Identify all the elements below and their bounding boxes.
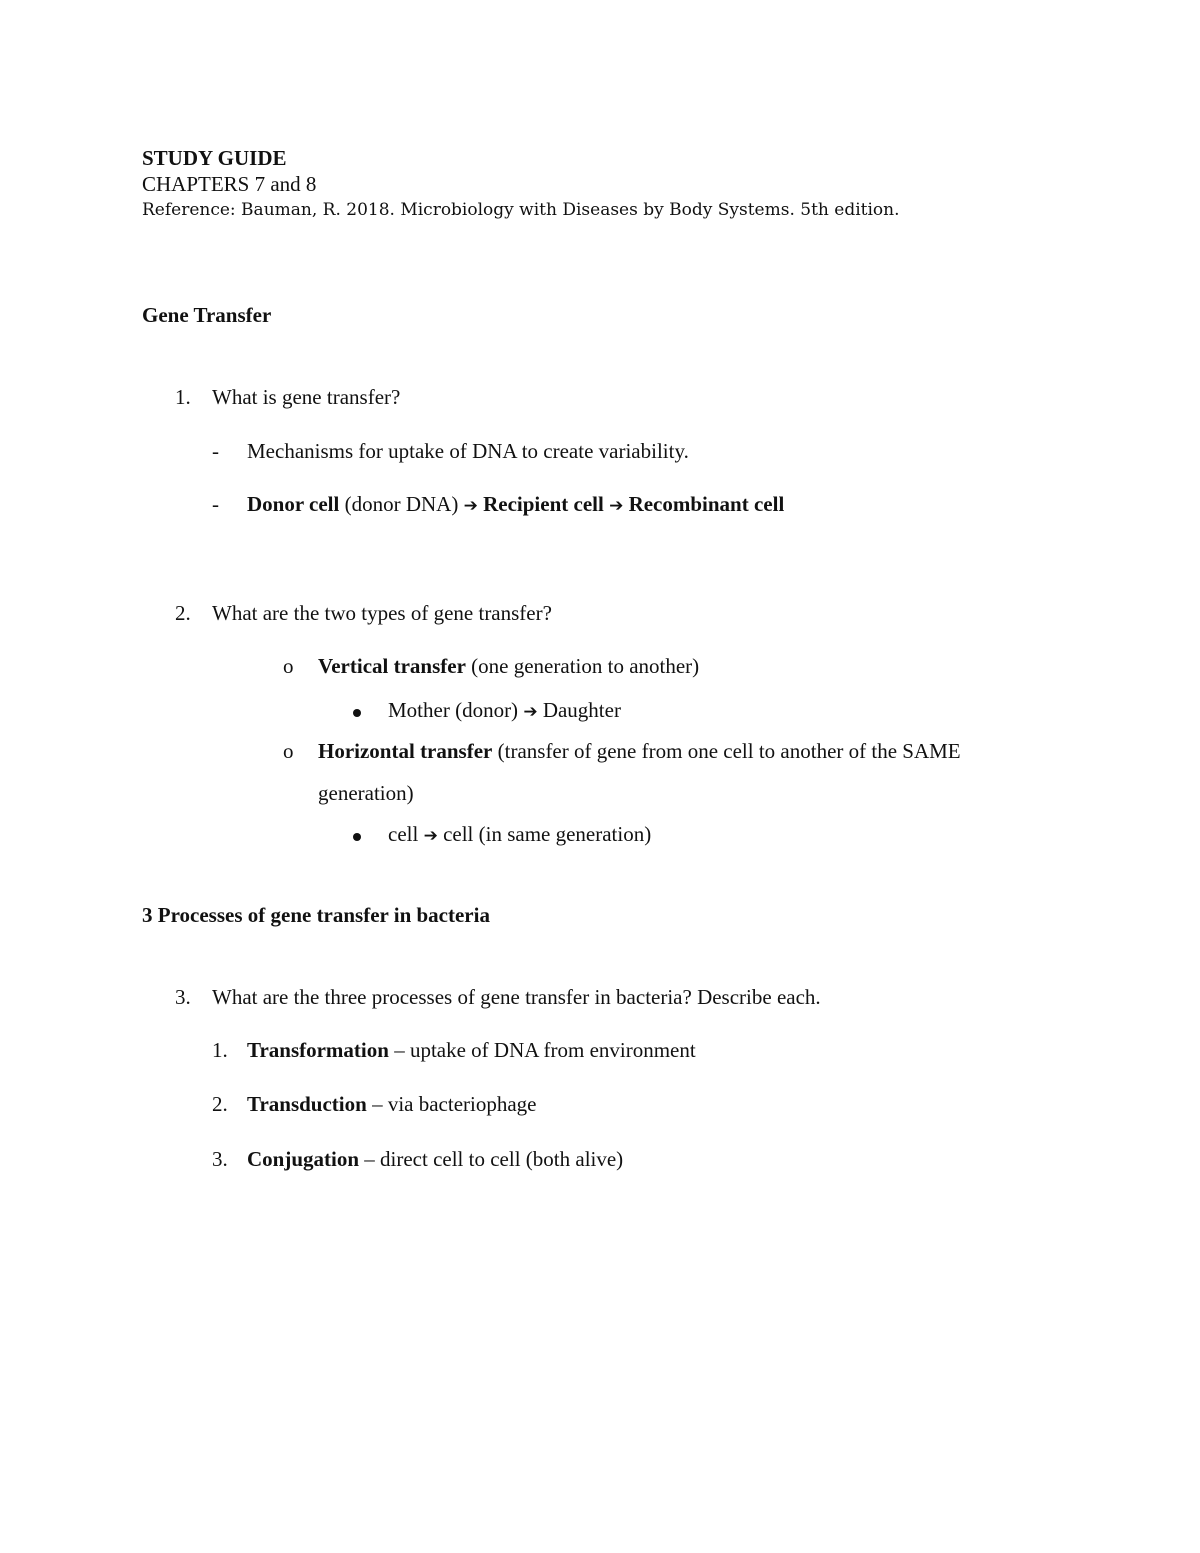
recombinant-cell-term: Recombinant cell bbox=[623, 492, 785, 516]
process-transduction bbox=[247, 1094, 536, 1115]
question-2-text: What are the two types of gene transfer? bbox=[212, 601, 552, 625]
process-term: Conjugation bbox=[247, 1147, 360, 1171]
horizontal-example-left: cell bbox=[388, 822, 424, 846]
process-number: 1. bbox=[212, 1038, 228, 1062]
process-number: 2. bbox=[212, 1092, 228, 1116]
answer-1a-text: Mechanisms for uptake of DNA to create variability. bbox=[247, 439, 689, 463]
question-1-text: What is gene transfer? bbox=[212, 385, 401, 409]
arrow-right-icon: ➔ bbox=[609, 496, 624, 516]
horizontal-transfer-line bbox=[318, 741, 961, 762]
section-heading-processes: 3 Processes of gene transfer in bacteria bbox=[142, 903, 490, 927]
answer-dash: - bbox=[212, 492, 219, 516]
process-desc: – via bacteriophage bbox=[366, 1092, 537, 1116]
vertical-transfer-desc: (one generation to another) bbox=[465, 654, 700, 678]
vertical-example-line bbox=[388, 700, 621, 721]
answer-dash: - bbox=[212, 439, 219, 463]
donor-cell-term: Donor cell bbox=[247, 492, 340, 516]
horizontal-transfer-term: Horizontal transfer bbox=[318, 739, 493, 763]
answer-1b-line bbox=[247, 494, 784, 515]
document-title: STUDY GUIDE bbox=[142, 146, 287, 170]
vertical-transfer-term: Vertical transfer bbox=[318, 654, 466, 678]
circle-bullet: o bbox=[283, 654, 294, 678]
bullet-dot bbox=[353, 700, 361, 721]
process-conjugation bbox=[247, 1149, 623, 1170]
donor-note: (donor DNA) bbox=[339, 492, 464, 516]
arrow-right-icon: ➔ bbox=[423, 826, 438, 846]
horizontal-example-right: cell (in same generation) bbox=[437, 822, 652, 846]
horizontal-transfer-desc: (transfer of gene from one cell to another of the SAME bbox=[492, 739, 961, 763]
process-number: 3. bbox=[212, 1147, 228, 1171]
process-desc: – direct cell to cell (both alive) bbox=[359, 1147, 624, 1171]
circle-bullet: o bbox=[283, 739, 294, 763]
vertical-example-right: Daughter bbox=[537, 698, 621, 722]
recipient-cell-term: Recipient cell bbox=[477, 492, 610, 516]
question-number-1: 1. bbox=[175, 385, 191, 409]
question-number-3: 3. bbox=[175, 985, 191, 1009]
process-term: Transformation bbox=[247, 1038, 389, 1062]
question-number-2: 2. bbox=[175, 601, 191, 625]
vertical-example-left: Mother (donor) bbox=[388, 698, 524, 722]
process-desc: – uptake of DNA from environment bbox=[388, 1038, 696, 1062]
question-3-text: What are the three processes of gene transfer in bacteria? Describe each. bbox=[212, 985, 821, 1009]
arrow-right-icon: ➔ bbox=[463, 496, 478, 516]
bullet-dot bbox=[353, 824, 361, 845]
process-term: Transduction bbox=[247, 1092, 367, 1116]
vertical-transfer-line bbox=[318, 656, 699, 677]
horizontal-example-line bbox=[388, 824, 651, 845]
section-heading-gene-transfer: Gene Transfer bbox=[142, 303, 272, 327]
horizontal-transfer-desc-cont: generation) bbox=[318, 781, 414, 805]
arrow-right-icon: ➔ bbox=[523, 702, 538, 722]
process-transformation bbox=[247, 1040, 696, 1061]
reference-line: Reference: Bauman, R. 2018. Microbiology with Diseases by Body Systems. 5th edition. bbox=[142, 200, 900, 220]
chapters-line: CHAPTERS 7 and 8 bbox=[142, 172, 317, 196]
